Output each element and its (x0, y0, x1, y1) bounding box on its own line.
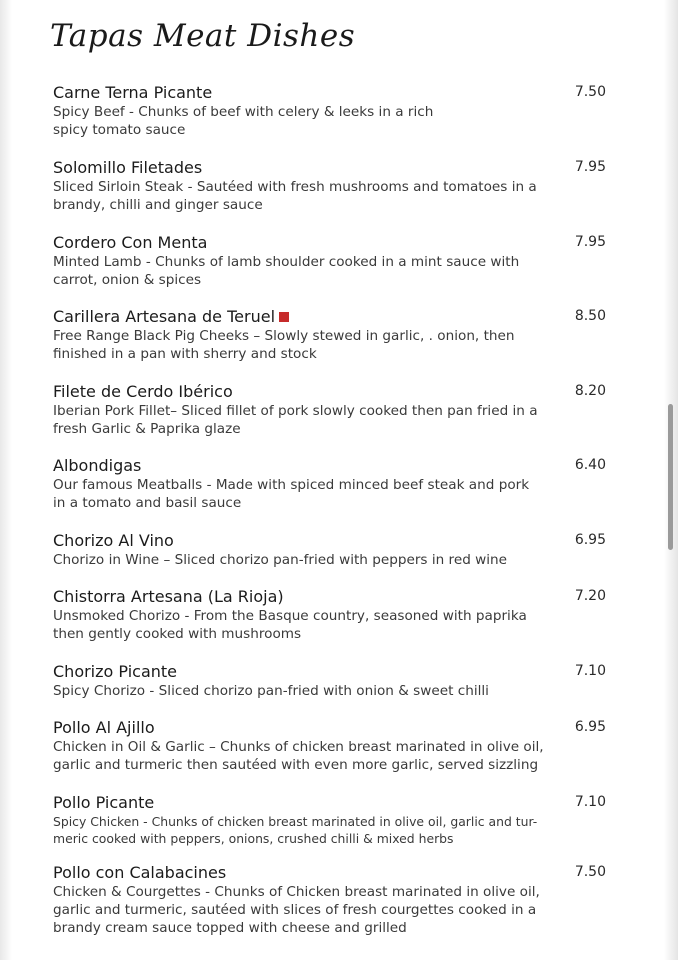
dish-name: Pollo Al Ajillo (53, 718, 155, 737)
menu-item (53, 662, 613, 700)
menu-item (53, 531, 613, 569)
dish-name: Carillera Artesana de Teruel (53, 307, 613, 327)
menu-item (53, 793, 613, 847)
dish-description: Minted Lamb - Chunks of lamb shoulder cooked in a mint sauce with carrot, onion & spices (53, 254, 520, 288)
dish-name: Albondigas (53, 456, 142, 475)
dish-name: Chorizo Al Vino (53, 531, 174, 550)
menu-item (53, 83, 613, 139)
menu-item (53, 233, 613, 289)
dish-price: 7.10 (574, 663, 606, 679)
dish-price: 7.95 (574, 159, 606, 175)
dish-description: Chorizo in Wine – Sliced chorizo pan-fried with peppers in red wine (53, 552, 508, 568)
dish-name: Solomillo Filetades (53, 158, 203, 177)
menu-item (53, 158, 613, 214)
menu-item (53, 863, 613, 937)
menu-item (53, 307, 613, 363)
dish-description: Spicy Chorizo - Sliced chorizo pan-fried with onion & sweet chilli (53, 683, 489, 699)
dish-description: Unsmoked Chorizo - From the Basque country, seasoned with paprika then gently cooked with mushrooms (53, 608, 527, 642)
dish-name: Chistorra Artesana (La Rioja) (53, 587, 284, 606)
scrollbar-thumb[interactable] (668, 404, 673, 550)
dish-price: 7.95 (574, 234, 606, 250)
dish-description: Iberian Pork Fillet– Sliced fillet of pork slowly cooked then pan fried in a fresh Garlic & Paprika glaze (53, 403, 538, 437)
dish-name: Pollo con Calabacines (53, 863, 227, 882)
dish-description: Sliced Sirloin Steak - Sautéed with fresh mushrooms and tomatoes in a brandy, chilli and ginger sauce (53, 179, 537, 213)
dish-price: 6.40 (574, 457, 606, 473)
dish-price: 7.50 (574, 84, 606, 100)
dish-price: 8.20 (574, 383, 606, 399)
dish-description: Chicken in Oil & Garlic – Chunks of chicken breast marinated in olive oil, garlic and turmeric then sautéed with even more garlic, served sizzling (53, 739, 544, 773)
dish-name: Pollo Picante (53, 793, 155, 812)
menu-item (53, 718, 613, 774)
dish-price: 7.50 (574, 864, 606, 880)
dish-description: Spicy Chicken - Chunks of chicken breast marinated in olive oil, garlic and tur- meric cooked with peppers, onions, crushed chilli & mixed herbs (53, 814, 538, 846)
dish-description: Free Range Black Pig Cheeks – Slowly stewed in garlic, . onion, then finished in a pan with sherry and stock (53, 328, 515, 362)
dish-name: Filete de Cerdo Ibérico (53, 382, 233, 401)
dish-name: Chorizo Picante (53, 662, 177, 681)
dish-price: 8.50 (574, 308, 606, 324)
dish-description: Spicy Beef - Chunks of beef with celery & leeks in a rich spicy tomato sauce (53, 104, 434, 138)
menu-title: Tapas Meat Dishes (50, 18, 356, 54)
dish-price: 6.95 (574, 532, 606, 548)
dish-name: Carne Terna Picante (53, 83, 213, 102)
dish-description: Chicken & Courgettes - Chunks of Chicken breast marinated in olive oil, garlic and turmeric, sautéed with slices of fresh courgettes cooked in a brandy cream sauce topped with cheese and grilled (53, 884, 540, 936)
dish-price: 7.20 (574, 588, 606, 604)
menu-item (53, 382, 613, 438)
red-square-marker-icon (279, 312, 289, 322)
menu-item (53, 587, 613, 643)
menu-item (53, 456, 613, 512)
dish-description: Our famous Meatballs - Made with spiced minced beef steak and pork in a tomato and basil sauce (53, 477, 530, 511)
dish-price: 6.95 (574, 719, 606, 735)
dish-name: Cordero Con Menta (53, 233, 208, 252)
page-edge-shadow-left (0, 0, 12, 960)
dish-price: 7.10 (574, 794, 606, 810)
